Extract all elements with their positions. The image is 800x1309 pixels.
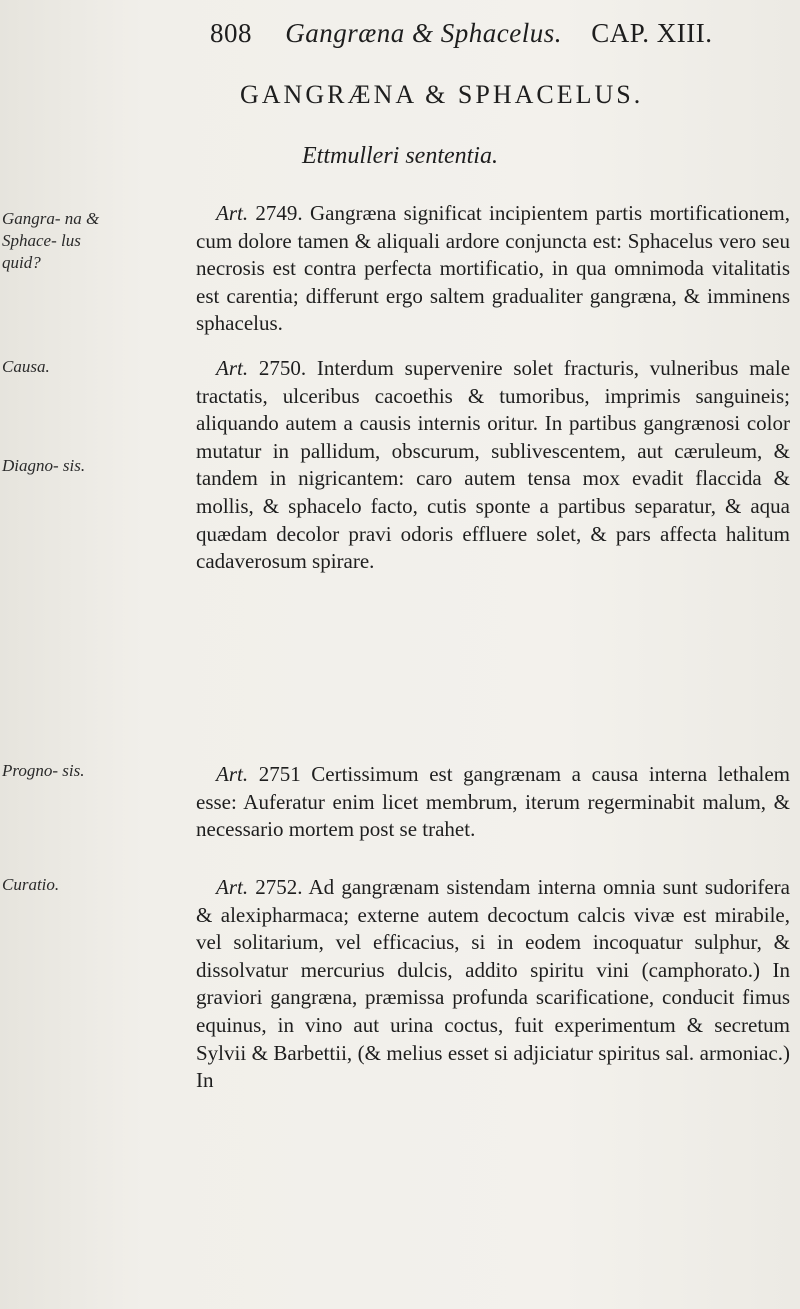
margin-note-definition: Gangra- na & Sphace- lus quid? (2, 209, 100, 272)
margin-note-prognosis: Progno- sis. (2, 761, 85, 780)
article-2751 (196, 761, 790, 844)
margin-note-treatment: Curatio. (2, 875, 60, 894)
article-2752 (196, 874, 790, 1095)
section-title: GANGRÆNA & SPHACELUS. (240, 80, 644, 109)
article-text: Gangræna significat incipientem partis mortificationem, cum dolore tamen & aliquali ardore conjuncta est: Sphacelus vero seu necrosis est contra perfecta mortificatio, in qua omnimoda vitalitatis est carentia; differunt ergo saltem gradualiter gangræna, & imminens sphacelus. (196, 201, 790, 336)
margin-note-cause: Causa. (2, 357, 50, 376)
article-number: 2749. (255, 201, 303, 225)
article-2750 (196, 355, 790, 576)
article-text: Interdum supervenire solet fracturis, vulneribus male tractatis, ulceribus cacoethis & tumoribus, imprimis sanguineis; aliquando autem a causis internis oritur. In partibus gangrænosi color mutatur in pallidum, obscurum, sublivescentem, aut cæruleum, & tandem in nigricantem: caro autem tensa mox evadit flaccida & mollis, & sphacelo facto, cutis sponte a partibus separatur, & aqua quædam decolor pravi odoris effluere solet, & pars affecta halitum cadaverosum spirare. (196, 356, 791, 574)
section-subtitle: Ettmulleri sententia. (302, 143, 498, 169)
running-head (210, 18, 770, 49)
margin-note-diagnosis: Diagno- sis. (2, 456, 86, 475)
article-label: Art. (216, 762, 249, 786)
article-number: 2750. (258, 356, 307, 380)
page-number: 808 (210, 18, 252, 48)
article-number: 2752. (255, 875, 303, 899)
chapter-label: CAP. XIII. (591, 18, 713, 48)
article-label: Art. (216, 201, 249, 225)
article-number: 2751 (258, 762, 301, 786)
article-2749 (196, 200, 790, 338)
article-text: Ad gangrænam sistendam interna omnia sunt sudorifera & alexipharmaca; externe autem decoctum calcis vivæ est mirabile, vel solitarium, vel efficacius, si in eodem incoquatur sulphur, & dissolvatur mercurius dulcis, addito spiritu vini (camphorato.) In graviori gangræna, præmissa profunda scarificatione, conducit fimus equinus, in vino aut urina coctus, fuit experimentum & secretum Sylvii & Barbettii, (& melius esset si adjiciatur spiritus sal. armoniac.) In (196, 875, 790, 1093)
running-title: Gangræna & Sphacelus. (285, 18, 562, 48)
article-label: Art. (216, 875, 249, 899)
article-text: Certissimum est gangrænam a causa interna lethalem esse: Auferatur enim licet membrum, iterum regerminabit malum, & necessario mortem post se trahet. (196, 762, 791, 842)
article-label: Art. (216, 356, 249, 380)
